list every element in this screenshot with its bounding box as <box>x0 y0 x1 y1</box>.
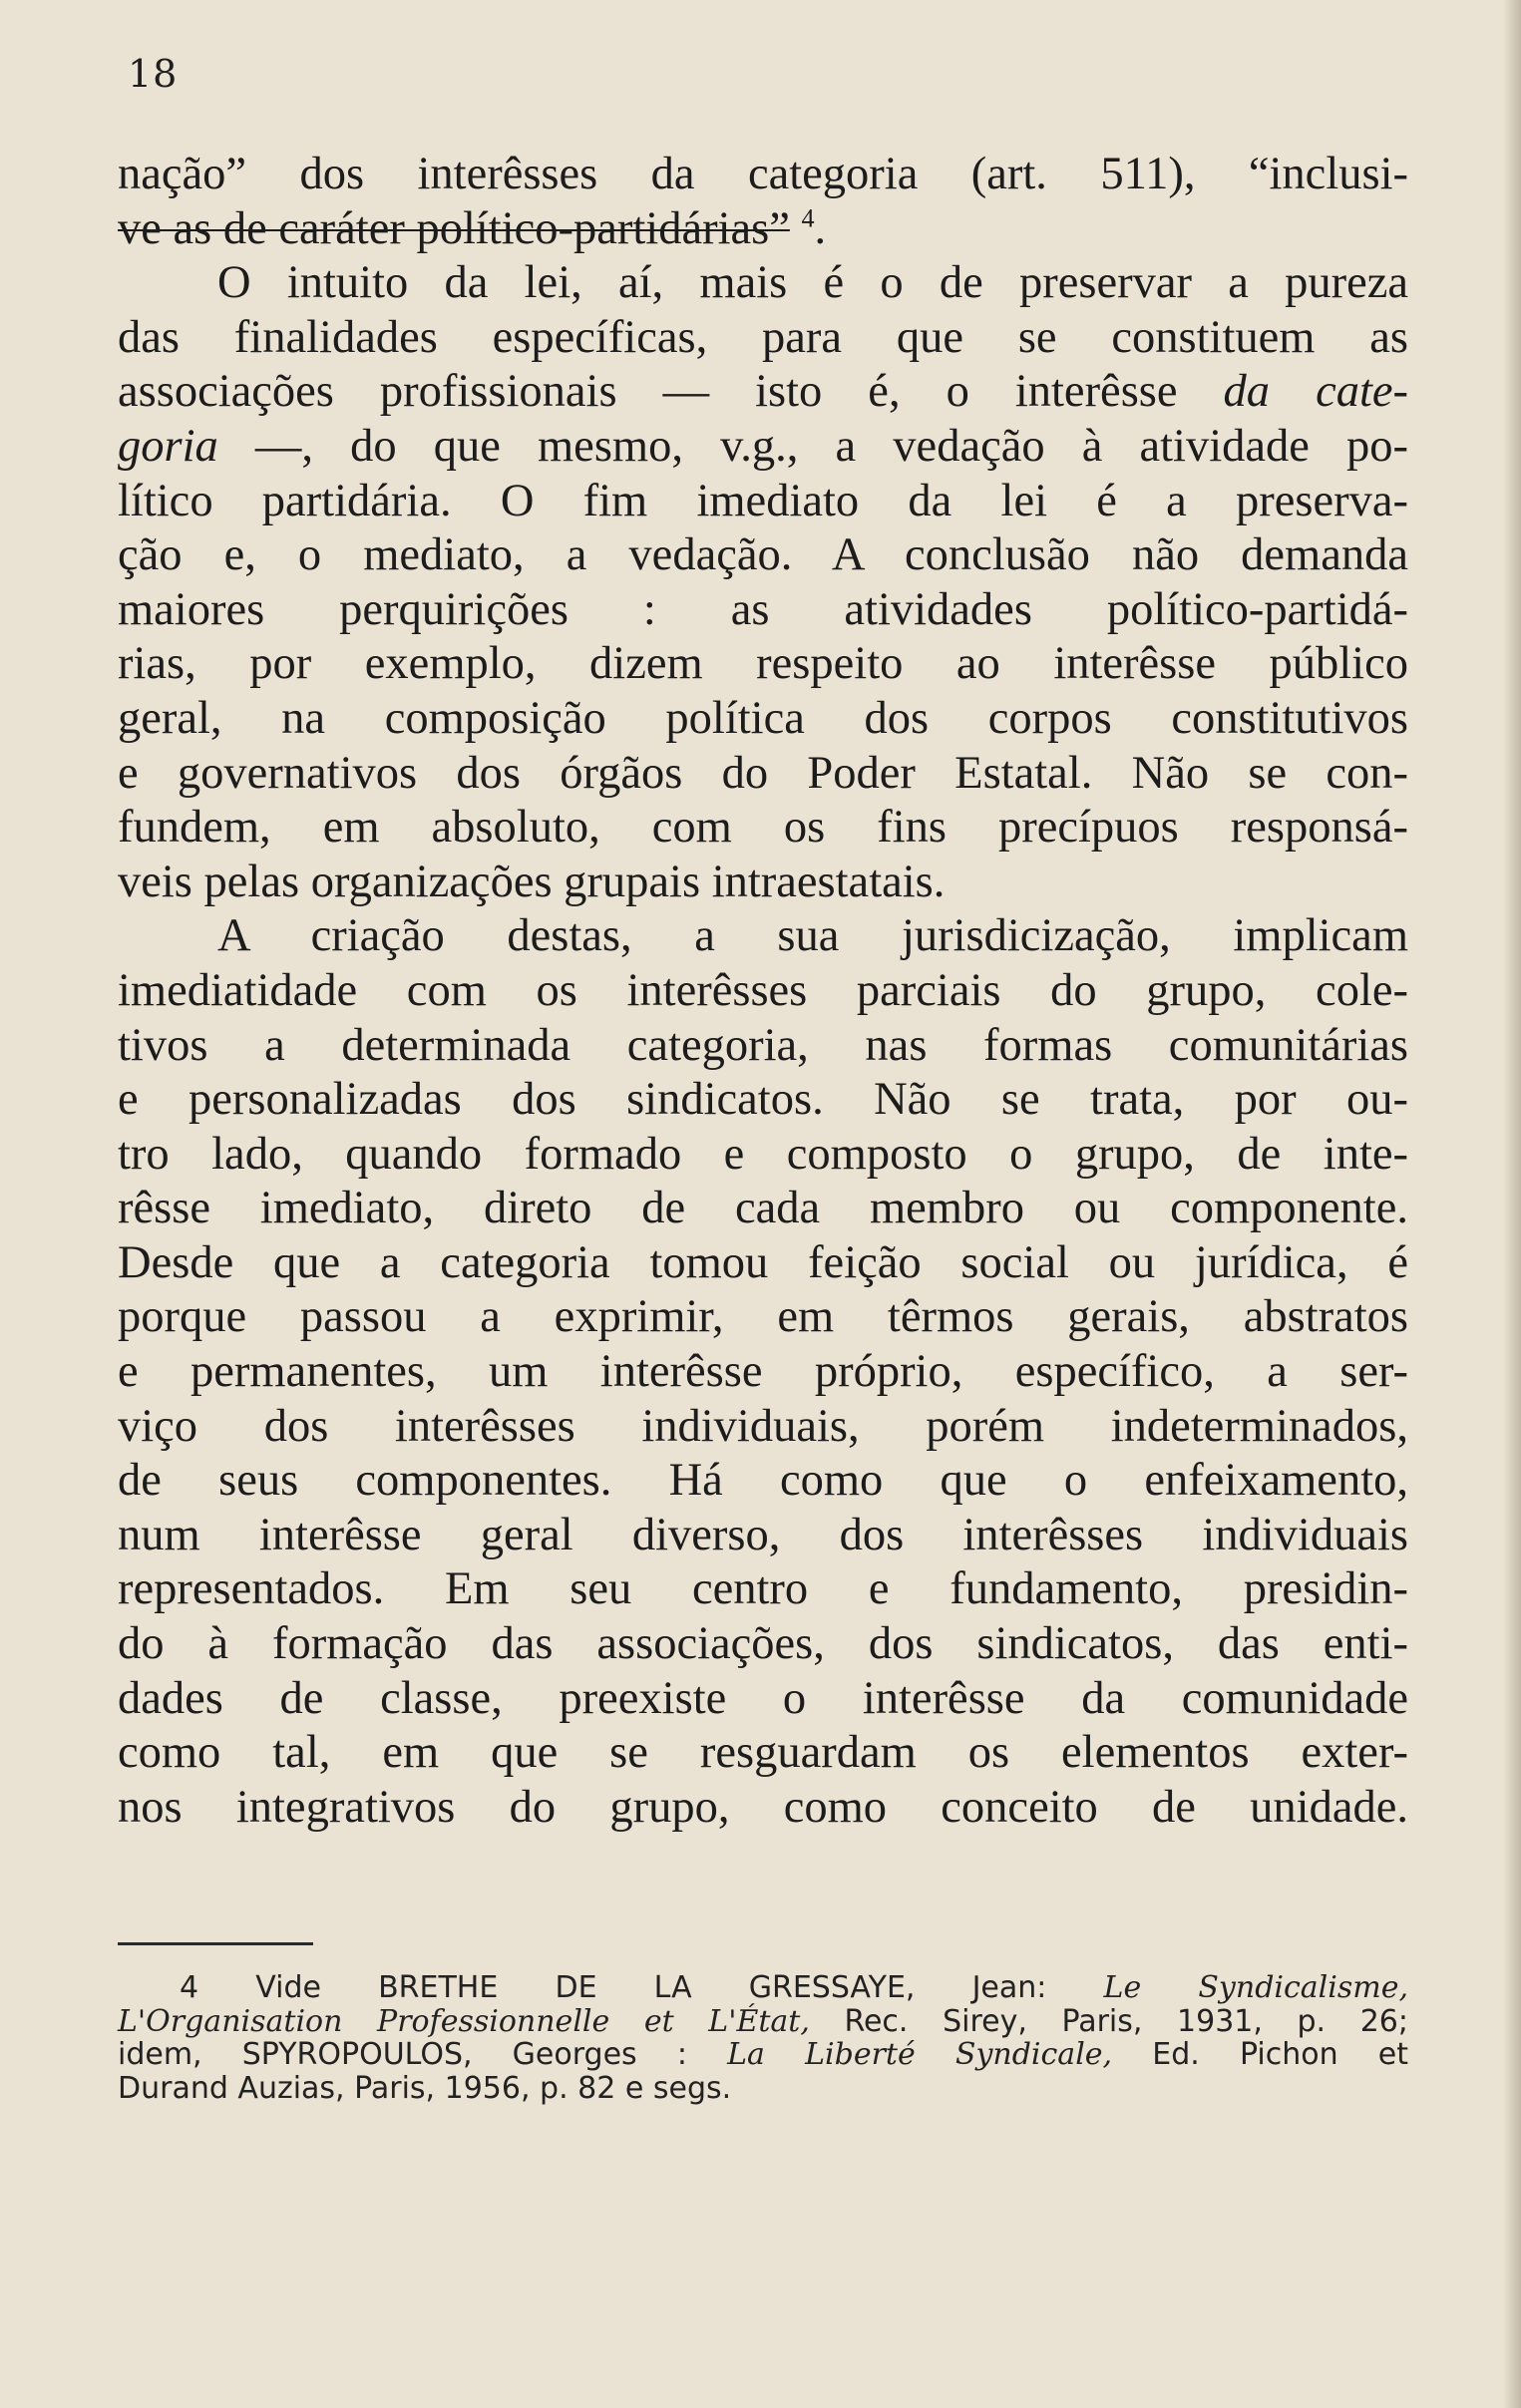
footnote-text: Rec. Sirey, Paris, 1931, p. 26; <box>809 2003 1408 2039</box>
text-line <box>118 420 1408 475</box>
footnote-text: Vide BRETHE DE LA GRESSAYE, Jean: <box>255 1970 1104 2005</box>
footnote-reference-period: . <box>814 202 827 254</box>
page-number: 18 <box>128 52 179 96</box>
text-line: Desde que a categoria tomou feição social ou jurídica, é <box>118 1236 1408 1288</box>
footnote-number: 4 <box>180 1970 199 2005</box>
footnote-text: Ed. Pichon et <box>1112 2037 1408 2072</box>
footnote-line <box>118 2038 1408 2072</box>
text-line: e personalizadas dos sindicatos. Não se trata, por ou- <box>118 1074 1408 1126</box>
text-line: nos integrativos do grupo, como conceito de unidade. <box>118 1781 1408 1833</box>
footnote-italic: L'Organisation Professionnelle et L'État, <box>118 2003 810 2039</box>
footnote <box>118 1971 1408 2105</box>
text-line: de seus componentes. Há como que o enfeixamento, <box>118 1455 1408 1507</box>
text-line: maiores perquirições : as atividades político-partidá- <box>118 583 1408 635</box>
text-line: do à formação das associações, dos sindicatos, das enti- <box>118 1618 1408 1670</box>
text-line: tivos a determinada categoria, nas formas comunitárias <box>118 1019 1408 1071</box>
text-line: rêsse imediato, direto de cada membro ou componente. <box>118 1183 1408 1234</box>
text-line: porque passou a exprimir, em têrmos gerais, abstratos <box>118 1291 1408 1343</box>
italic-text: goria <box>118 420 218 472</box>
text-line <box>118 365 1408 420</box>
text-line: das finalidades específicas, para que se constituem as <box>118 311 1408 363</box>
text-line: ção e, o mediato, a vedação. A conclusão não demanda <box>118 529 1408 581</box>
footnote-line <box>118 2005 1408 2039</box>
text-line: e permanentes, um interêsse próprio, específico, a ser- <box>118 1346 1408 1398</box>
footnote-divider <box>118 1942 313 1945</box>
footnote-italic: Le Syndicalisme, <box>1103 1970 1408 2005</box>
text-line: viço dos interêsses individuais, porém indeterminados, <box>118 1400 1408 1452</box>
text-segment: associações profissionais — isto é, o interêsse <box>118 366 1224 418</box>
text-line <box>118 202 1408 257</box>
italic-text: da cate- <box>1223 366 1408 418</box>
text-line: tro lado, quando formado e composto o grupo, de inte- <box>118 1128 1408 1180</box>
footnote-line: Durand Auzias, Paris, 1956, p. 82 e segs. <box>118 2070 732 2106</box>
struck-text: ve as de caráter político-partidárias” <box>118 202 790 254</box>
text-line: representados. Em seu centro e fundamento, presidin- <box>118 1563 1408 1615</box>
text-line: lítico partidária. O fim imediato da lei é a preserva- <box>118 475 1408 526</box>
footnote-line <box>118 1971 1408 2005</box>
text-line: dades de classe, preexiste o interêsse da comunidade <box>118 1672 1408 1724</box>
text-line: num interêsse geral diverso, dos interêsses individuais <box>118 1509 1408 1560</box>
footnote-text: idem, SPYROPOULOS, Georges : <box>118 2037 728 2072</box>
text-line: A criação destas, a sua jurisdicização, implicam <box>217 910 1408 962</box>
text-line: nação” dos interêsses da categoria (art. 511), “inclusi- <box>118 149 1408 199</box>
text-line: como tal, em que se resguardam os elementos exter- <box>118 1727 1408 1779</box>
text-segment: —, do que mesmo, v.g., a vedação à atividade po- <box>254 420 1409 472</box>
text-line: O intuito da lei, aí, mais é o de preservar a pureza <box>217 257 1408 309</box>
body-text <box>118 148 1408 1835</box>
text-line: geral, na composição política dos corpos constitutivos <box>118 692 1408 744</box>
footnote-italic: La Liberté Syndicale, <box>727 2037 1113 2072</box>
text-line: veis pelas organizações grupais intraestatais. <box>118 856 946 907</box>
footnote-reference: 4 <box>801 203 815 233</box>
text-line: fundem, em absoluto, com os fins precípuos responsá- <box>118 802 1408 854</box>
text-line: rias, por exemplo, dizem respeito ao interêsse público <box>118 638 1408 690</box>
text-line: imediatidade com os interêsses parciais do grupo, cole- <box>118 964 1408 1016</box>
text-line: e governativos dos órgãos do Poder Estatal. Não se con- <box>118 747 1408 799</box>
page-edge-shadow <box>1503 0 1521 2408</box>
